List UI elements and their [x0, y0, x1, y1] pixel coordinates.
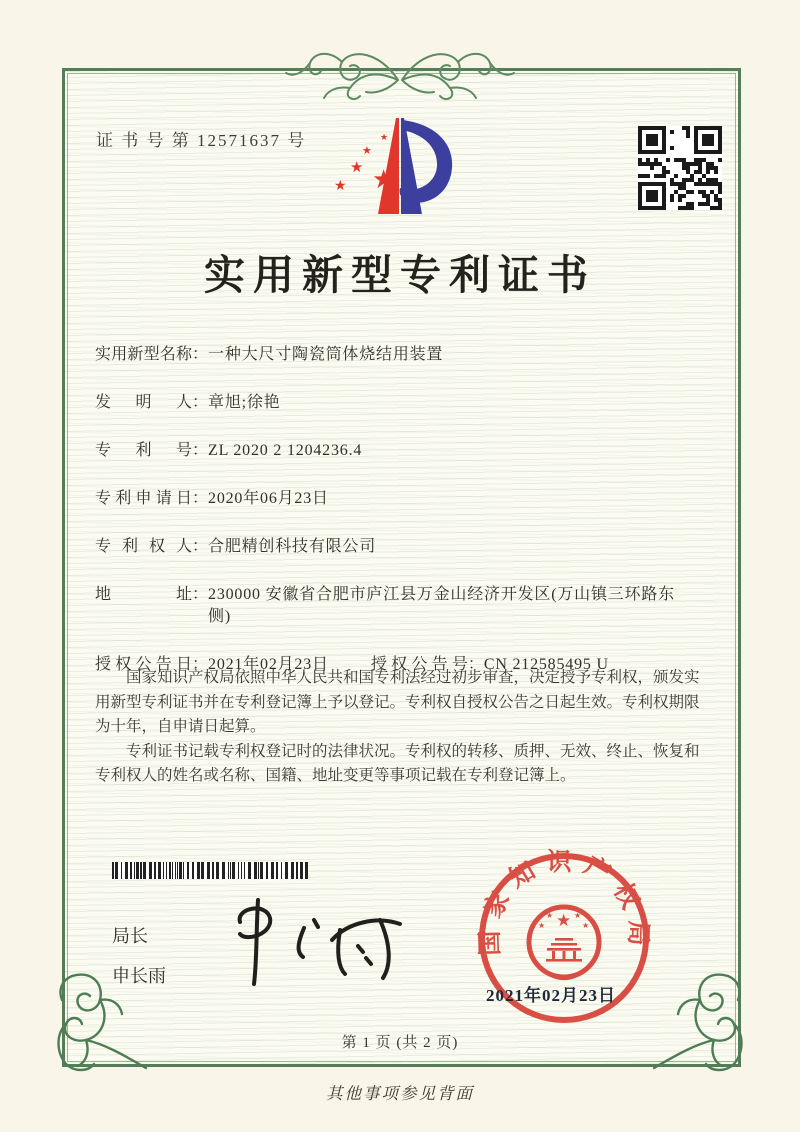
field-value: 合肥精创科技有限公司: [208, 538, 377, 555]
bottom-right-flourish-ornament-icon: [650, 970, 750, 1078]
svg-text:★: ★: [380, 133, 389, 143]
field-label: 发明人: [95, 394, 192, 411]
svg-text:★: ★: [538, 921, 546, 930]
field-row-filing-date: 专利申请日 ： 2020年06月23日: [95, 488, 710, 510]
qr-code: [638, 126, 722, 210]
field-row-address: 地址 ： 230000 安徽省合肥市庐江县万金山经济开发区(万山镇三环路东侧): [95, 584, 710, 628]
director-signature: [228, 894, 418, 990]
svg-text:★: ★: [350, 158, 364, 176]
field-label: 专利申请日: [95, 490, 192, 507]
cnipa-logo-icon: [332, 110, 468, 224]
svg-text:★: ★: [334, 178, 347, 194]
field-label: 实用新型名称: [95, 346, 192, 363]
seal-date: 2021年02月23日: [486, 986, 616, 1005]
field-label: 专利权人: [95, 538, 192, 555]
fields-section: [95, 344, 710, 702]
certificate-title: 实用新型专利证书: [204, 252, 596, 298]
legal-paragraph-2: 专利证书记载专利权登记时的法律状况。专利权的转移、质押、无效、终止、恢复和专利权人的姓名或名称、国籍、地址变更等事项记载在专利登记簿上。: [95, 742, 700, 784]
field-label: 授权公告号: [370, 656, 468, 673]
field-label: 授权公告日: [95, 656, 192, 673]
grant-date-pair: 授权公告日 ： 2021年02月23日: [95, 654, 329, 676]
field-row-utility-model-name: 实用新型名称 ： 一种大尺寸陶瓷筒体烧结用装置: [95, 344, 710, 366]
field-value: 一种大尺寸陶瓷筒体烧结用装置: [208, 346, 444, 363]
legal-paragraph-1: 国家知识产权局依照中华人民共和国专利法经过初步审查，决定授予专利权，颁发实用新型专利证书并在专利登记簿上予以登记。专利权自授权公告之日起生效。专利权期限为十年，自申请日起算。: [95, 669, 700, 735]
field-label: 专利号: [95, 442, 192, 459]
back-note: 其他事项参见背面: [326, 1084, 474, 1103]
field-value: 2020年06月23日: [208, 490, 329, 507]
director-name: 申长雨: [112, 966, 166, 986]
field-label: 地址: [95, 586, 192, 603]
top-flourish-ornament-icon: [280, 44, 520, 108]
field-row-patent-number: 专利号 ： ZL 2020 2 1204236.4: [95, 440, 710, 462]
svg-text:★: ★: [582, 921, 590, 930]
svg-text:★: ★: [546, 911, 554, 920]
seal-national-emblem-icon: [529, 907, 599, 979]
certificate-number: 证 书 号 第 12571637 号: [96, 131, 307, 150]
svg-text:★: ★: [362, 144, 372, 157]
field-value: 2021年02月23日: [208, 656, 329, 673]
barcode: [112, 862, 308, 879]
page-number: 第 1 页 (共 2 页): [341, 1035, 459, 1051]
legal-text-section: [95, 666, 709, 789]
svg-text:★: ★: [556, 911, 572, 931]
field-value: ZL 2020 2 1204236.4: [208, 442, 363, 459]
field-row-patentee: 专利权人 ： 合肥精创科技有限公司: [95, 536, 710, 558]
field-value: CN 212585495 U: [483, 656, 609, 673]
field-value: 章旭;徐艳: [208, 394, 281, 411]
director-title: 局长: [112, 926, 148, 946]
bottom-left-flourish-ornament-icon: [50, 970, 150, 1078]
seal-text: 国家知识产权局: [476, 849, 652, 956]
svg-text:★: ★: [574, 911, 582, 920]
field-row-inventors: 发明人 ： 章旭;徐艳: [95, 392, 710, 414]
field-value: 230000 安徽省合肥市庐江县万金山经济开发区(万山镇三环路东侧): [208, 586, 675, 625]
grant-number-pair: 授权公告号 ： CN 212585495 U: [371, 654, 609, 676]
svg-text:★: ★: [372, 165, 396, 195]
